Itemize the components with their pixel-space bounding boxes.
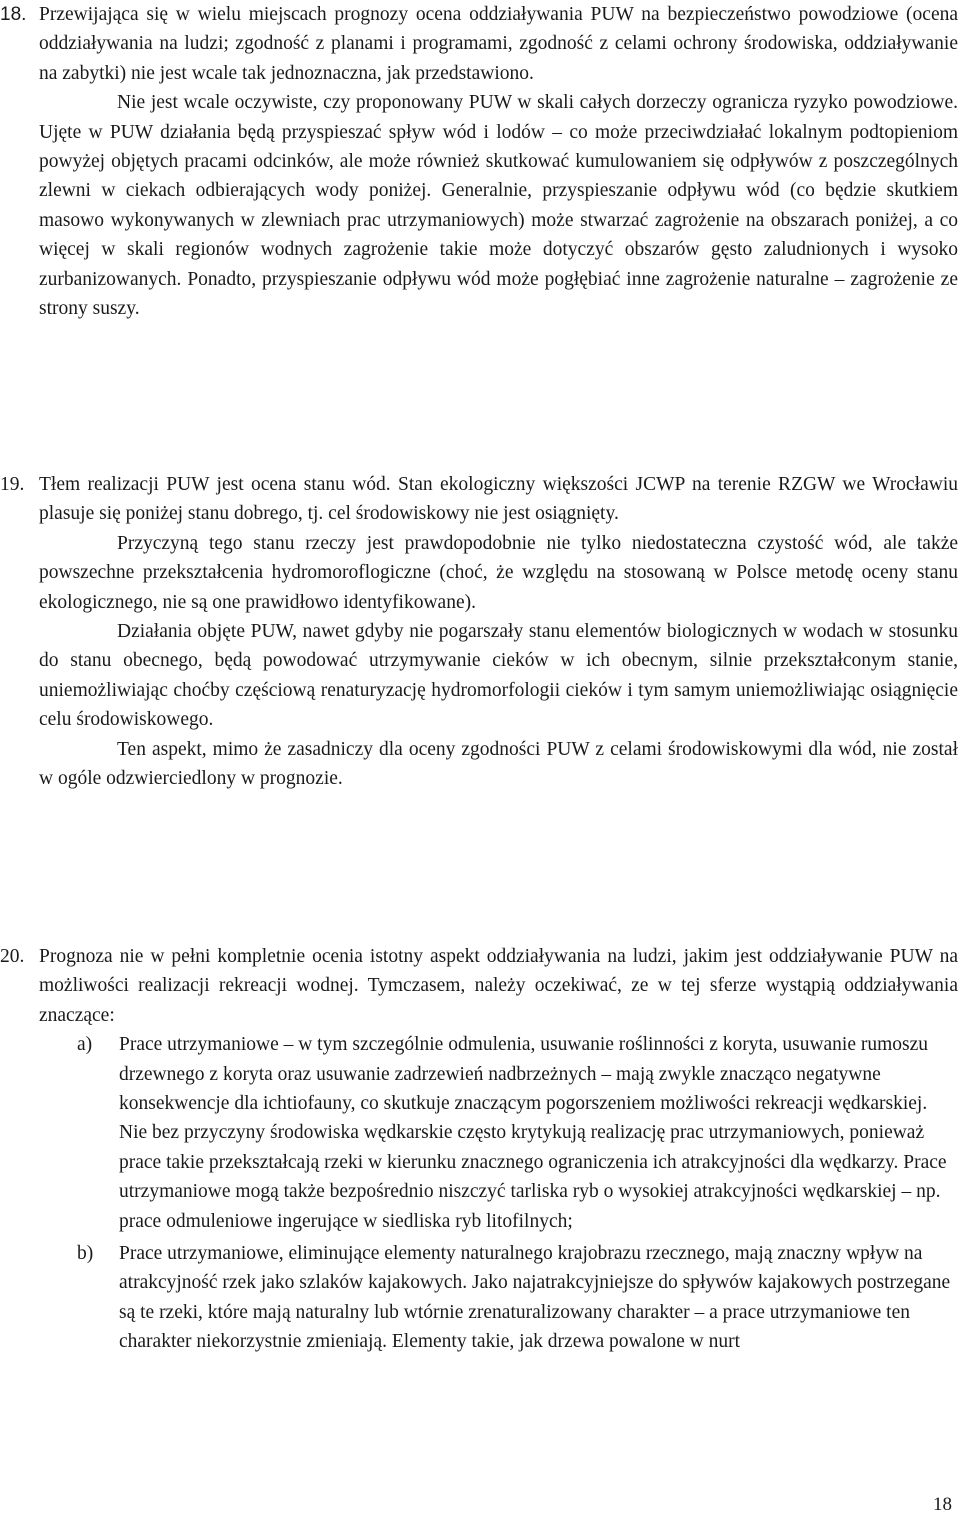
sub-item-text: Prace utrzymaniowe, eliminujące elementy naturalnego krajobrazu rzecznego, mają znaczny wpływ na atrakcyjność rzek jako szlaków kajakowych. Jako najatrakcyjniejsze do spływów kajakowych postrzegane są te rzeki, które mają naturalny lub wtórnie zrenaturalizowany charakter – a prace utrzymaniowe ten charakter niekorzystnie zmieniają. Elementy takie, jak drzewa powalone w nurt (119, 1243, 951, 1353)
item-number: 18. (0, 4, 27, 25)
sub-item-b (77, 1239, 958, 1357)
sub-item-text: Prace utrzymaniowe – w tym szczególnie odmulenia, usuwanie roślinności z koryta, usuwanie rumoszu drzewnego z koryta oraz usuwanie zadrzewień nadbrzeżnych – mają zwykle znacząco negatywne konsekwencje dla ichtiofauny, co skutkuje znaczącym pogorszeniem możliwości rekreacji wędkarskiej. Nie bez przyczyny środowiska wędkarskie często krytykują realizację prac utrzymaniowych, ponieważ prace takie przekształcają rzeki w kierunku znacznego ograniczenia ich atrakcyjności dla wędkarzy. Prace utrzymaniowe mogą także bezpośrednio niszczyć tarliska ryb o wysokiej atrakcyjności wędkarskiej – np. prace odmuleniowe ingerujące w siedliska ryb litofilnych; (119, 1034, 947, 1232)
item-number: 20. (0, 946, 25, 967)
sub-item-a (77, 1030, 958, 1236)
item-body (39, 470, 958, 793)
sub-item-label: b) (77, 1243, 94, 1265)
paragraph: Przyczyną tego stanu rzeczy jest prawdopodobnie nie tylko niedostateczna czystość wód, ale także powszechne przekształcenia hydromoroflogiczne (choć, że względu na stosowaną w Polsce metodę oceny stanu ekologicznego, nie są one prawidłowo identyfikowane). (39, 532, 958, 613)
paragraph: Prognoza nie w pełni kompletnie ocenia istotny aspekt oddziaływania na ludzi, jakim jest oddziaływanie PUW na możliwości realizacji rekreacji wodnej. Tymczasem, należy oczekiwać, ze w tej sferze wystąpią oddziaływania znaczące: (39, 946, 958, 1026)
paragraph: Działania objęte PUW, nawet gdyby nie pogarszały stanu elementów biologicznych w wodach w stosunku do stanu obecnego, będą powodować utrzymywanie cieków w ich obecnym, silnie przekształconym stanie, uniemożliwiając choćby częściową renaturyzację hydromorfologii cieków i tym samym uniemożliwiając osiągnięcie celu środowiskowego. (39, 621, 958, 731)
list-item-18 (0, 0, 958, 323)
sub-item-label: a) (77, 1034, 93, 1056)
paragraph: Przewijająca się w wielu miejscach prognozy ocena oddziaływania PUW na bezpieczeństwo powodziowe (ocena oddziaływania na ludzi; zgodność z planami i programami, zgodność z celami ochrony środowiska, oddziaływanie na zabytki) nie jest wcale tak jednoznaczna, jak przedstawiono. (39, 4, 958, 84)
paragraph: Tłem realizacji PUW jest ocena stanu wód. Stan ekologiczny większości JCWP na terenie RZGW we Wrocławiu plasuje się poniżej stanu dobrego, tj. cel środowiskowy nie jest osiągnięty. (39, 474, 958, 525)
item-number: 19. (0, 474, 25, 495)
page-number: 18 (933, 1494, 952, 1515)
paragraph: Nie jest wcale oczywiste, czy proponowany PUW w skali całych dorzeczy ogranicza ryzyko powodziowe. Ujęte w PUW działania będą przyspieszać spływ wód i lodów – co może przeciwdziałać lokalnym podtopieniom powyżej objętych pracami odcinków, ale może również skutkować kumulowaniem się odpływów z poszczególnych zlewni w ciekach odbierających wody poniżej. Generalnie, przyspieszanie odpływu wód (co będzie skutkiem masowo wykonywanych w zlewniach prac utrzymaniowych) może stwarzać zagrożenie na obszarach poniżej, a co więcej w skali regionów wodnych zagrożenie takie może dotyczyć obszarów gęsto zaludnionych i wysoko zurbanizowanych. Ponadto, przyspieszanie odpływu wód może pogłębiać inne zagrożenie naturalne – zagrożenie ze strony suszy. (39, 92, 958, 320)
item-body (39, 942, 958, 1357)
list-item-19 (0, 470, 958, 793)
list-item-20 (0, 942, 958, 1357)
item-body (39, 0, 958, 323)
paragraph: Ten aspekt, mimo że zasadniczy dla oceny zgodności PUW z celami środowiskowymi dla wód, nie został w ogóle odzwierciedlony w prognozie. (39, 738, 958, 790)
